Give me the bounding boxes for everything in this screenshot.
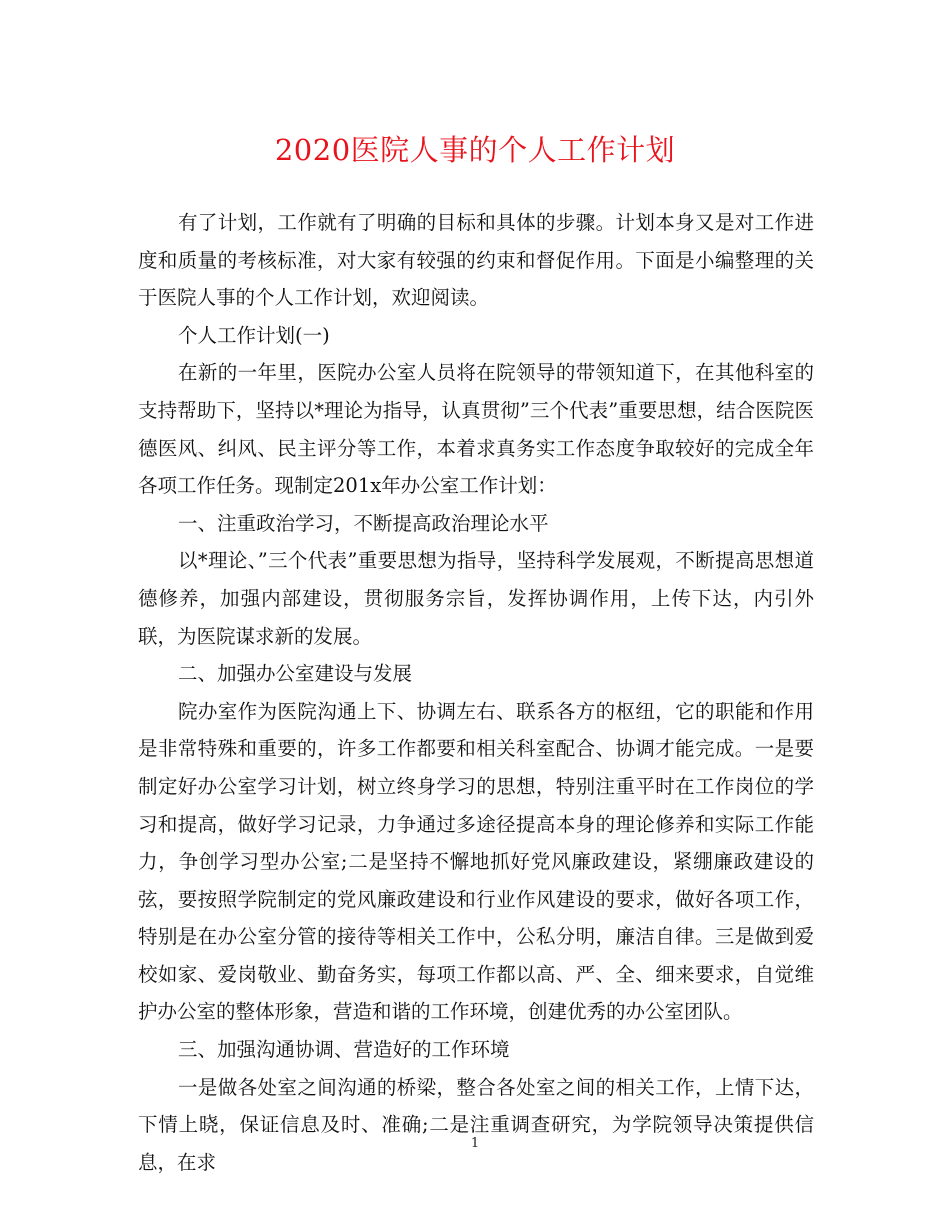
page-number: 1: [470, 1136, 480, 1151]
section-heading-three: 三、加强沟通协调、营造好的工作环境: [178, 1038, 510, 1062]
body-paragraph: 以*理论、”三个代表”重要思想为指导，坚持科学发展观，不断提高思想道德修养，加强内部建设，贯彻服务宗旨，发挥协调作用，上传下达，内引外联，为医院谋求新的发展。: [138, 549, 814, 648]
body-paragraph: 院办室作为医院沟通上下、协调左右、联系各方的枢纽，它的职能和作用是非常特殊和重要的，许多工作都要和相关科室配合、协调才能完成。一是要制定好办公室学习计划，树立终身学习的思想，特别注重平时在工作岗位的学习和提高，做好学习记录，力争通过多途径提高本身的理论修养和实际工作能力，争创学习型办公室;二是坚持不懈地抓好党风廉政建设，紧绷廉政建设的弦，要按照学院制定的党风廉政建设和行业作风建设的要求，做好各项工作，特别是在办公室分管的接待等相关工作中，公私分明，廉洁自律。三是做到爱校如家、爱岗敬业、勤奋务实，每项工作都以高、严、全、细来要求，自觉维护办公室的整体形象，营造和谐的工作环境，创建优秀的办公室团队。: [138, 699, 814, 1024]
body-paragraph: 一是做各处室之间沟通的桥梁，整合各处室之间的相关工作，上情下达，下情上晓，保证信息及时、准确;二是注重调查研究，为学院领导决策提供信息，在求: [138, 1075, 814, 1174]
section-heading-two: 二、加强办公室建设与发展: [178, 662, 413, 686]
section-heading-one: 一、注重政治学习，不断提高政治理论水平: [178, 511, 549, 535]
document-body: [138, 204, 814, 1181]
document-title: 2020医院人事的个人工作计划: [274, 133, 676, 167]
body-paragraph: 在新的一年里，医院办公室人员将在院领导的带领知道下，在其他科室的支持帮助下，坚持以*理论为指导，认真贯彻”三个代表”重要思想，结合医院医德医风、纠风、民主评分等工作，本着求真务实工作态度争取较好的完成全年各项工作任务。现制定201x年办公室工作计划：: [138, 361, 814, 498]
section-heading-plan-one: 个人工作计划(一): [178, 323, 330, 347]
intro-paragraph: 有了计划，工作就有了明确的目标和具体的步骤。计划本身又是对工作进度和质量的考核标准，对大家有较强的约束和督促作用。下面是小编整理的关于医院人事的个人工作计划，欢迎阅读。: [138, 211, 814, 310]
